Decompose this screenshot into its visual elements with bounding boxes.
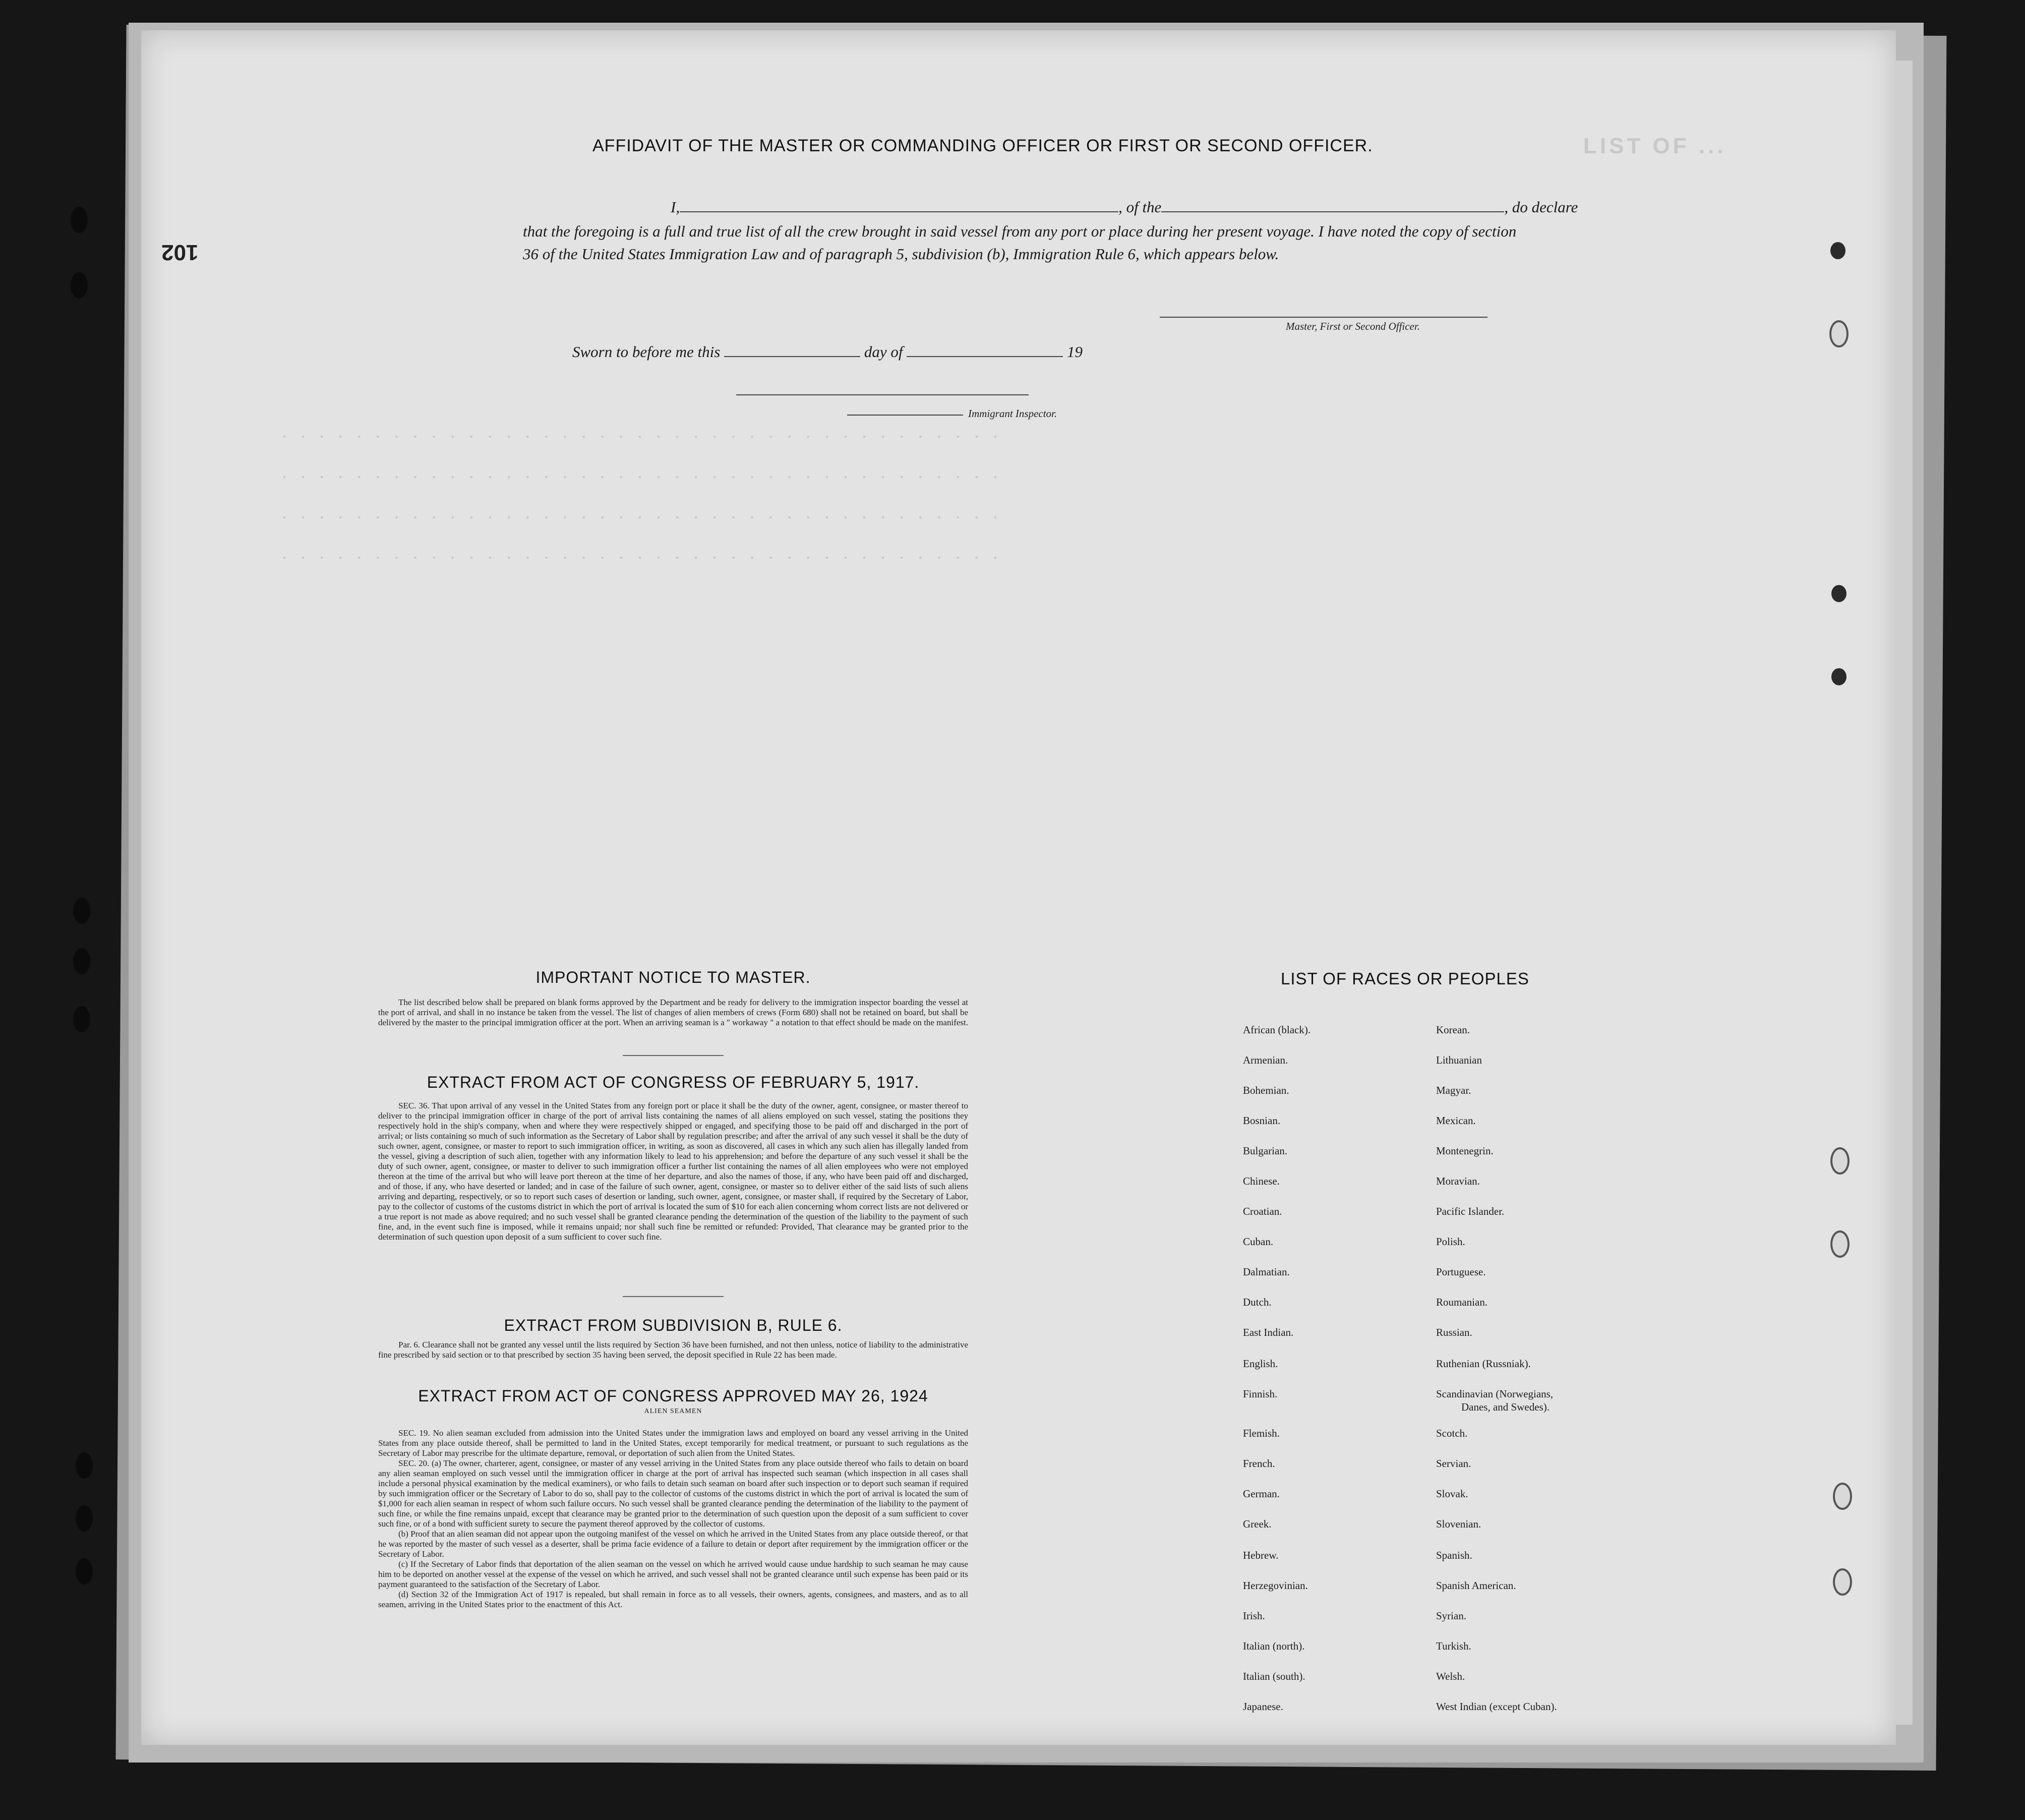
race-item: Hebrew.	[1243, 1549, 1279, 1561]
race-item: Syrian.	[1436, 1610, 1467, 1622]
race-item: Bulgarian.	[1243, 1145, 1288, 1157]
bleed-through-text: · · · · · · · · · · · · · · · · · · · · · · · · · · · · · · · · · · · · · · ·	[282, 550, 1003, 565]
race-item: West Indian (except Cuban).	[1436, 1700, 1557, 1713]
race-item: Pacific Islander.	[1436, 1205, 1505, 1217]
extract-1917-title: EXTRACT FROM ACT OF CONGRESS OF FEBRUARY 5, 1917.	[427, 1073, 920, 1091]
race-item-continuation: Danes, and Swedes).	[1461, 1401, 1550, 1413]
inspector-signature-line	[736, 394, 1029, 395]
punch-mark	[1833, 1568, 1852, 1596]
affidavit-declaration-line	[671, 196, 1578, 218]
extract-1924-sec19: SEC. 19. No alien seaman excluded from admission into the United States under the immigration laws and employed on board any vessel arriving in the United States from any place outside thereof, shall be permitted to land in the United States, except temporarily for medical treatment, or pursuant to such regulations as the Secretary of Labor may prescribe for the ultimate departure, removal, or deportation of such alien from the United States.	[378, 1428, 968, 1458]
notice-block	[378, 968, 968, 994]
sworn-day-blank	[724, 344, 860, 357]
race-item: Italian (south).	[1243, 1670, 1305, 1682]
name-blank	[680, 199, 1118, 212]
declaration-end: , do declare	[1504, 198, 1578, 216]
sworn-year: 19	[1066, 343, 1083, 361]
binder-hole	[76, 1505, 93, 1532]
signature-line	[1160, 317, 1487, 318]
inspector-label-line	[847, 415, 963, 416]
race-item: Ruthenian (Russniak).	[1436, 1358, 1531, 1370]
punch-mark	[1829, 320, 1849, 347]
race-item: Polish.	[1436, 1236, 1465, 1248]
punch-mark	[1830, 242, 1845, 259]
race-item: Servian.	[1436, 1457, 1471, 1470]
race-item: Slovenian.	[1436, 1518, 1481, 1530]
race-item: French.	[1243, 1457, 1275, 1470]
notice-title: IMPORTANT NOTICE TO MASTER.	[535, 968, 811, 986]
punch-mark	[1830, 1230, 1850, 1258]
signature-label: Master, First or Second Officer.	[1286, 320, 1420, 332]
race-item: Portuguese.	[1436, 1266, 1486, 1278]
extract-rule6-block	[378, 1316, 968, 1335]
sworn-start: Sworn to before me this	[572, 343, 721, 361]
sworn-day-of: day of	[864, 343, 903, 361]
extract-rule6-paragraph: Par. 6. Clearance shall not be granted any vessel until the lists required by Section 36 have been furnished, and not then unless, notice of liability to the administrative fine prescribed by said section or to that prescribed by section 35 having been served, the deposit specified in Rule 22 has been made.	[378, 1340, 968, 1360]
race-item: Russian.	[1436, 1326, 1472, 1338]
race-item: Herzegovinian.	[1243, 1579, 1308, 1592]
race-item: Bohemian.	[1243, 1084, 1289, 1096]
affidavit-title: AFFIDAVIT OF THE MASTER OR COMMANDING OFFICER OR FIRST OR SECOND OFFICER.	[592, 136, 1373, 155]
extract-rule6-text	[378, 1340, 968, 1360]
bleed-through-text: · · · · · · · · · · · · · · · · · · · · · · · · · · · · · · · · · · · · · · ·	[282, 509, 1003, 525]
race-item: Roumanian.	[1436, 1296, 1488, 1308]
race-item: Scandinavian (Norwegians,	[1436, 1388, 1554, 1400]
section-divider	[623, 1055, 724, 1056]
race-item: German.	[1243, 1488, 1280, 1500]
declaration-i: I,	[671, 198, 680, 216]
race-item: Cuban.	[1243, 1236, 1274, 1248]
punch-mark	[1831, 668, 1847, 685]
extract-1924-title: EXTRACT FROM ACT OF CONGRESS APPROVED MAY 26, 1924	[418, 1387, 928, 1405]
extract-1924-block	[378, 1387, 968, 1416]
binder-hole	[71, 272, 88, 299]
binder-hole	[73, 898, 90, 924]
race-item: Croatian.	[1243, 1205, 1282, 1217]
affidavit-statement: that the foregoing is a full and true list of all the crew brought in said vessel from any port or place during her present voyage. I have noted the copy of section 36 of the United States Immigration Law and of paragraph 5, subdivision (b), Immigration Rule 6, which appears below.	[523, 222, 1517, 263]
page-stamp-number: 102	[161, 240, 199, 265]
races-left-column	[1243, 1024, 1445, 1730]
bleed-through-text: · · · · · · · · · · · · · · · · · · · · · · · · · · · · · · · · · · · · · · ·	[282, 469, 1003, 485]
races-title: LIST OF RACES OR PEOPLES	[1281, 969, 1529, 988]
race-item: Turkish.	[1436, 1640, 1471, 1652]
race-item: Italian (north).	[1243, 1640, 1305, 1652]
race-item: Magyar.	[1436, 1084, 1471, 1096]
race-item: African (black).	[1243, 1024, 1311, 1036]
race-item: Irish.	[1243, 1610, 1265, 1622]
notice-text	[378, 997, 968, 1028]
binder-hole	[76, 1558, 93, 1584]
race-item: Flemish.	[1243, 1427, 1280, 1439]
extract-1917-body: That upon arrival of any vessel in the United States from any foreign port or place it shall be the duty of the owner, agent, consignee, or master thereof to deliver to the principal immigration officer in charge of the port of arrival lists containing the names of all aliens employed on such vessel, stating the positions they respectively hold in the ship's company, when and where they were respectively shipped or engaged, and specifying those to be paid off and discharged in the port of arrival; or lists containing so much of such information as the Secretary of Labor shall by regulation prescribe; and after the arrival of any such vessel it shall be the duty of such owner, agent, consignee, or master to report to such immigration officer, in writing, as soon as discovered, all cases in which any such alien has illegally landed from the vessel, giving a description of such alien, together with any information likely to lead to his apprehension; and before the departure of any such vessel it shall be the duty of such owner, agent, consignee, or master to deliver to such immigration officer a further list containing the names of all alien employees who were not employed thereon at the time of the arrival but who will leave port thereon at the time of her departure, and also the names of those, if any, who have been paid off and discharged, and of those, if any, who have deserted or landed; and in case of the failure of such owner, agent, consignee, or master so to deliver either of the said lists of such aliens arriving and departing, respectively, or so to report such cases of desertion or landing, such owner, agent, consignee, or master shall, if required by the Secretary of Labor, pay to the collector of customs of the customs district in which the port of arrival is located the sum of $10 for each alien concerning whom correct lists are not delivered or a true report is not made as above required; and no such vessel shall be granted clearance pending the determination of the question of the liability to the payment of such fine, and, in the event such fine is imposed, while it remains unpaid; nor shall such fine be remitted or refunded: Provided, That clearance may be granted prior to the determination of such question upon deposit of a sum sufficient to cover such fine.	[378, 1101, 968, 1242]
binder-hole	[73, 948, 90, 974]
race-item: Armenian.	[1243, 1054, 1288, 1066]
binder-hole	[76, 1452, 93, 1479]
race-item: Scotch.	[1436, 1427, 1468, 1439]
extract-1924-sec20d: (d) Section 32 of the Immigration Act of 1917 is repealed, but shall remain in force as to all vessels, their owners, agents, consignees, and masters, and as to all seamen, arriving in the United States prior to the enactment of this Act.	[378, 1590, 968, 1609]
bleed-through-text: · · · · · · · · · · · · · · · · · · · · · · · · · · · · · · · · · · · · · · ·	[282, 429, 1003, 444]
races-right-column	[1436, 1024, 1688, 1730]
notice-paragraph: The list described below shall be prepared on blank forms approved by the Department and be ready for delivery to the immigration inspector boarding the vessel at the port of arrival, and shall in no instance be taken from the vessel. The list of changes of alien members of crews (Form 680) shall not be retained on board, but shall be delivered by the master to the principal immigration officer at the port. When an arriving seaman is a " workaway " a notation to that effect should be made on the manifest.	[378, 997, 968, 1027]
extract-1917-section: SEC. 36.	[398, 1101, 430, 1110]
race-item: Spanish.	[1436, 1549, 1472, 1561]
bleed-through-text: LIST OF ...	[1583, 134, 1726, 158]
race-item: Korean.	[1436, 1024, 1470, 1036]
extract-1924-sec20b: (b) Proof that an alien seaman did not appear upon the outgoing manifest of the vessel on which he arrived in the United States from any place outside thereof, or that he was reported by the master of such vessel as a deserter, shall be prima facie evidence of a failure to detain or deport after requirement by the immigration officer or the Secretary of Labor.	[378, 1529, 968, 1559]
binder-hole	[71, 207, 88, 233]
race-item: Welsh.	[1436, 1670, 1465, 1682]
race-item: East Indian.	[1243, 1326, 1294, 1338]
race-item: Spanish American.	[1436, 1579, 1516, 1592]
extract-1924-subtitle: ALIEN SEAMEN	[644, 1407, 702, 1415]
extract-rule6-title: EXTRACT FROM SUBDIVISION B, RULE 6.	[504, 1316, 843, 1334]
section-divider	[623, 1296, 724, 1297]
binder-hole	[73, 1006, 90, 1032]
race-item: Finnish.	[1243, 1388, 1278, 1400]
sworn-month-blank	[907, 344, 1063, 357]
punch-mark	[1830, 1147, 1850, 1175]
extract-1917-block	[378, 1073, 968, 1092]
race-item: Montenegrin.	[1436, 1145, 1494, 1157]
declaration-of-the: , of the	[1118, 198, 1162, 216]
race-item: Moravian.	[1436, 1175, 1480, 1187]
race-item: Mexican.	[1436, 1114, 1476, 1127]
race-item: Lithuanian	[1436, 1054, 1482, 1066]
race-item: Japanese.	[1243, 1700, 1283, 1713]
punch-mark	[1831, 585, 1847, 602]
race-item: Dutch.	[1243, 1296, 1272, 1308]
vessel-blank	[1161, 199, 1504, 212]
document-page	[141, 30, 1896, 1745]
race-item: Slovak.	[1436, 1488, 1468, 1500]
sworn-line	[572, 340, 1083, 363]
punch-mark	[1833, 1483, 1852, 1510]
race-item: Greek.	[1243, 1518, 1272, 1530]
race-item: Dalmatian.	[1243, 1266, 1290, 1278]
inspector-label: Immigrant Inspector.	[968, 407, 1057, 420]
race-item: Bosnian.	[1243, 1114, 1281, 1127]
extract-1924-sec20c: (c) If the Secretary of Labor finds that deportation of the alien seaman on the vessel on which he arrived would cause undue hardship to such seaman he may cause him to be deported on another vessel at the expense of the vessel on which he arrived, and such vessel shall not be granted clearance until such expense has been paid or its payment guaranteed to the satisfaction of the Secretary of Labor.	[378, 1559, 968, 1589]
extract-1924-text	[378, 1428, 968, 1610]
extract-1917-text	[378, 1101, 968, 1242]
race-item: English.	[1243, 1358, 1278, 1370]
race-item: Chinese.	[1243, 1175, 1280, 1187]
extract-1924-sec20a: SEC. 20. (a) The owner, charterer, agent, consignee, or master of any vessel arriving in the United States from any place outside thereof who fails to detain on board any alien seaman employed on such vessel until the immigration officer in charge at the port of arrival has inspected such seaman (which inspection in all cases shall include a personal physical examination by the medical examiners), or who fails to detain such seaman on board after such inspection or to deport such seaman if required by such immigration officer or the Secretary of Labor to do so, shall pay to the collector of customs of the customs district in which the port of arrival is located the sum of $1,000 for each alien seaman in respect of whom such failure occurs. No such vessel shall be granted clearance pending the determination of the liability to the payment of such fine, or while the fine remains unpaid, except that clearance may be granted prior to the determination of such question upon the deposit of a sum sufficient to cover such fine, or of a bond with sufficient surety to secure the payment thereof approved by the collector of customs.	[378, 1458, 968, 1529]
